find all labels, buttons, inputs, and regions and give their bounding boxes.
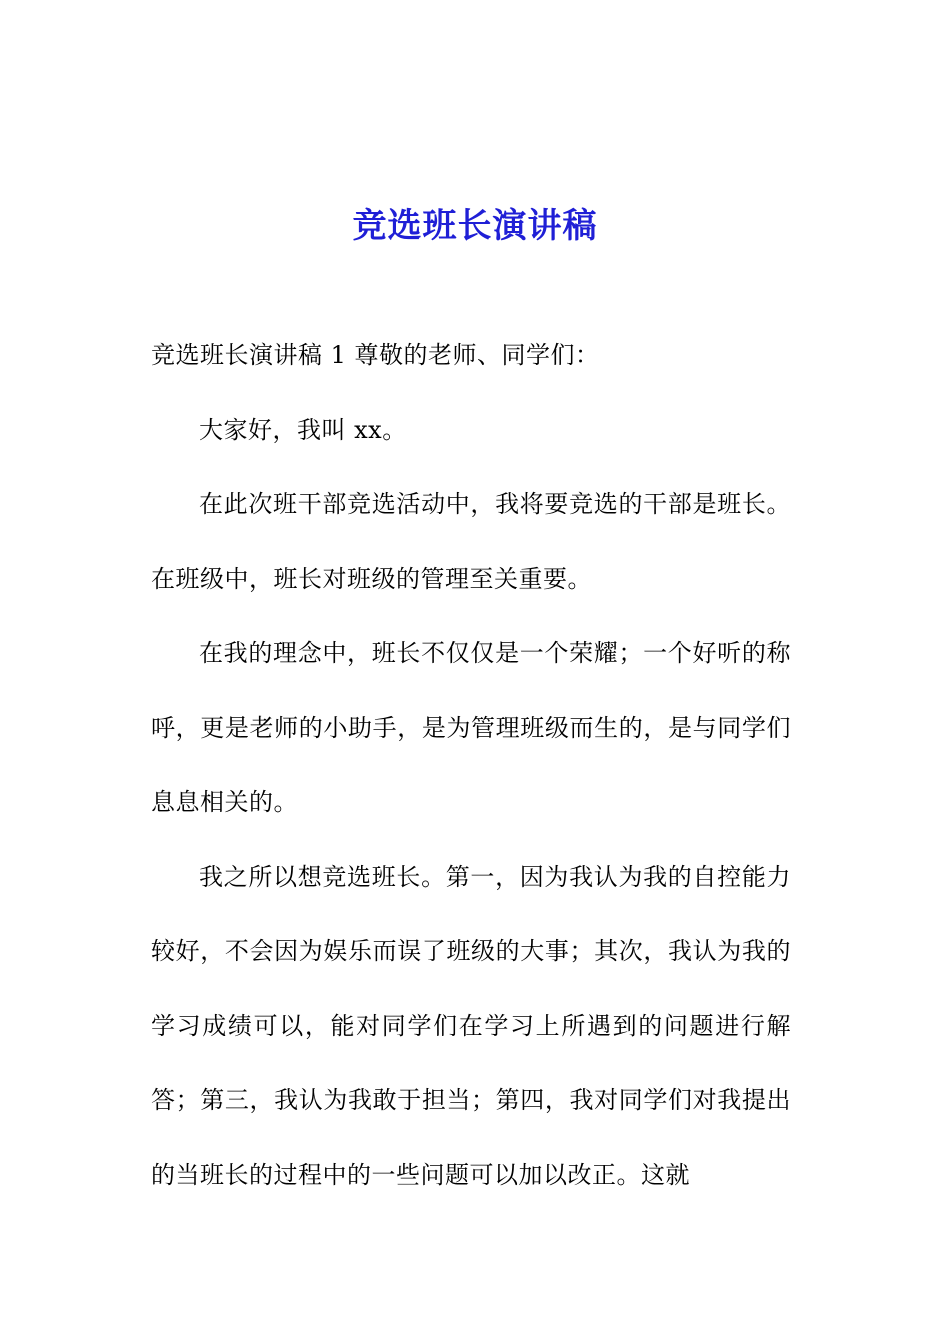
- paragraph-salutation: 竞选班长演讲稿 1 尊敬的老师、同学们：: [151, 341, 600, 369]
- document-title: 竞选班长演讲稿: [352, 205, 598, 246]
- document-body: [151, 318, 791, 1212]
- paragraph-greeting: 大家好，我叫 xx。: [199, 415, 407, 444]
- paragraph-position: 在此次班干部竞选活动中，我将要竞选的干部是班长。在班级中，班长对班级的管理至关重要。: [151, 490, 791, 593]
- paragraph-concept: 在我的理念中，班长不仅仅是一个荣耀；一个好听的称呼，更是老师的小助手，是为管理班级而生的，是与同学们息息相关的。: [151, 639, 791, 816]
- paragraph-reasons: 我之所以想竞选班长。第一，因为我认为我的自控能力较好，不会因为娱乐而误了班级的大事；其次，我认为我的学习成绩可以，能对同学们在学习上所遇到的问题进行解答；第三，我认为我敢于担当；第四，我对同学们对我提出的当班长的过程中的一些问题可以加以改正。这就: [151, 862, 791, 1189]
